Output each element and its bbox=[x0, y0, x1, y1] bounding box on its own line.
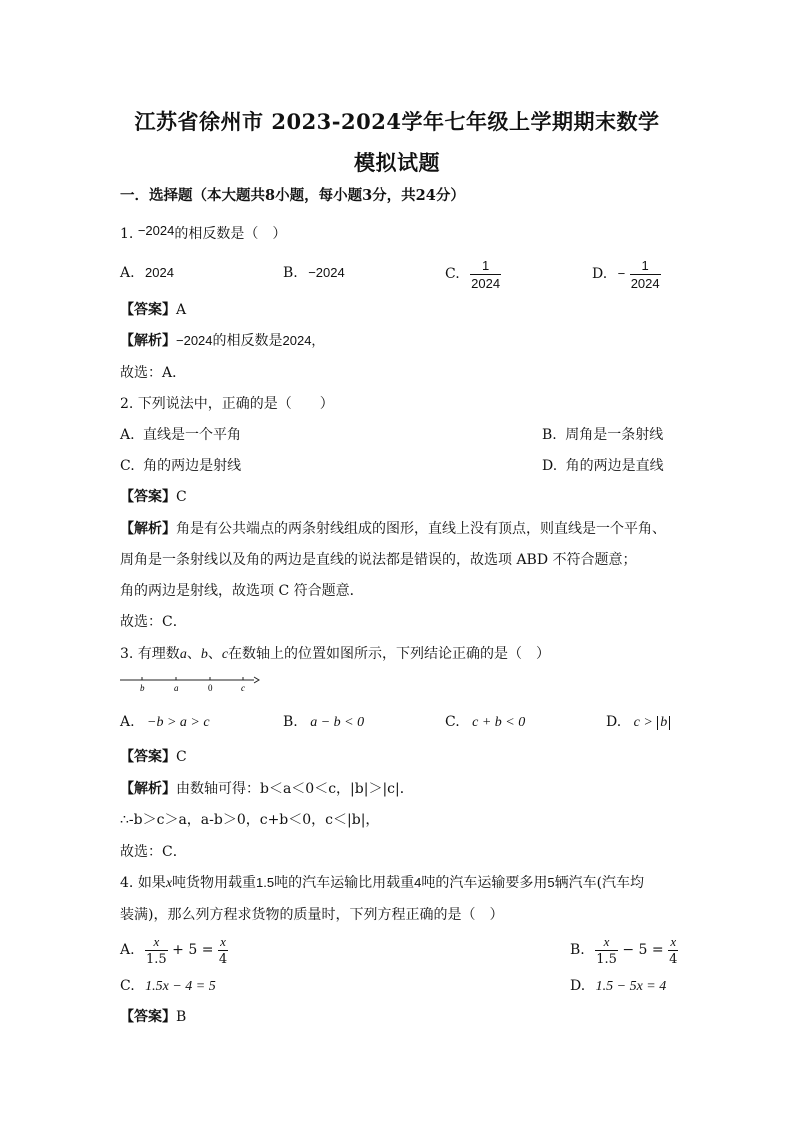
option-label: D. bbox=[606, 714, 622, 730]
q2-choose bbox=[120, 613, 187, 631]
absolute-value: b bbox=[657, 716, 670, 730]
q4-number: 1.5 bbox=[256, 875, 275, 890]
q4-option-d[interactable] bbox=[570, 977, 666, 996]
question-number: 3. bbox=[120, 646, 134, 662]
option-label: B. bbox=[283, 714, 298, 730]
fraction bbox=[595, 933, 618, 968]
option-label: A. bbox=[120, 714, 135, 730]
answer-value: C bbox=[176, 749, 187, 765]
q1-stem: 的相反数是（ ） bbox=[174, 226, 287, 242]
q2-option-a[interactable] bbox=[120, 426, 241, 444]
question-number: 2. bbox=[120, 396, 134, 412]
operator: − 5 = bbox=[622, 942, 664, 958]
option-label: B. bbox=[542, 427, 557, 443]
q1-choose bbox=[120, 364, 186, 382]
option-text: c > bbox=[633, 715, 653, 730]
q4-number: 5 bbox=[547, 875, 555, 890]
page-subtitle: 模拟试题 bbox=[354, 150, 440, 175]
q2-option-b[interactable] bbox=[542, 426, 663, 444]
choose-value: A． bbox=[162, 365, 187, 381]
q2-analysis-line-2: 周角是一条射线以及角的两边是直线的说法都是错误的，故选项 ABD 不符合题意； bbox=[120, 552, 637, 568]
option-text: 直线是一个平角 bbox=[143, 427, 242, 443]
denominator: 4 bbox=[218, 951, 228, 967]
question-1 bbox=[120, 225, 286, 243]
option-label: B. bbox=[570, 942, 585, 958]
q4-stem: 吨的汽车运输比用载重 bbox=[274, 875, 415, 891]
answer-label: 【答案】 bbox=[120, 302, 176, 318]
option-text: a − b < 0 bbox=[310, 715, 365, 730]
axis-label-c: c bbox=[241, 683, 245, 693]
numerator: x bbox=[603, 933, 610, 949]
option-text: 1.5x − 4 = 5 bbox=[145, 979, 216, 994]
denominator: 2024 bbox=[630, 275, 660, 291]
q2-option-d[interactable] bbox=[542, 457, 664, 475]
section-heading: 一．选择题（本大题共8小题，每小题3分，共24分） bbox=[120, 187, 465, 204]
axis-label-zero: 0 bbox=[208, 683, 213, 693]
analysis-text: 的相反数是 bbox=[212, 333, 283, 349]
var-c: c bbox=[221, 647, 229, 662]
analysis-value: 2024， bbox=[282, 333, 325, 348]
axis-arrow-icon bbox=[254, 677, 259, 683]
question-2 bbox=[120, 395, 334, 413]
q2-option-c[interactable] bbox=[120, 457, 241, 475]
q1-option-d[interactable] bbox=[592, 254, 661, 294]
axis-label-a: a bbox=[174, 683, 179, 693]
fraction bbox=[145, 933, 168, 968]
question-4-line-1 bbox=[120, 874, 644, 893]
option-text: −b > a > c bbox=[147, 715, 210, 730]
q4-answer bbox=[120, 1008, 186, 1026]
analysis-label: 【解析】 bbox=[120, 521, 176, 537]
q2-analysis-line-3: 角的两边是射线，故选项 C 符合题意． bbox=[120, 583, 364, 599]
fraction bbox=[668, 933, 678, 968]
q3-option-a[interactable] bbox=[120, 713, 210, 732]
q1-answer bbox=[120, 301, 186, 319]
q1-option-c[interactable] bbox=[445, 254, 501, 294]
q4-stem: 吨的汽车运输要多用 bbox=[421, 875, 548, 891]
q1-value: −2024 bbox=[137, 223, 175, 238]
answer-label: 【答案】 bbox=[120, 489, 176, 505]
option-text: 角的两边是射线 bbox=[143, 458, 242, 474]
q4-option-c[interactable] bbox=[120, 977, 216, 996]
question-number: 1. bbox=[120, 226, 134, 242]
denominator: 1.5 bbox=[146, 951, 167, 967]
q3-option-b[interactable] bbox=[283, 713, 364, 732]
numerator: x bbox=[153, 933, 160, 949]
q3-option-c[interactable] bbox=[445, 713, 525, 732]
option-label: A. bbox=[120, 942, 135, 958]
axis-label-b: b bbox=[140, 683, 145, 693]
var-a: a bbox=[179, 647, 187, 662]
q1-option-a[interactable] bbox=[120, 264, 174, 282]
q4-option-a[interactable] bbox=[120, 930, 228, 970]
question-4-line-2: 装满)，那么列方程求货物的质量时，下列方程正确的是（ ） bbox=[120, 907, 504, 923]
q3-analysis-line-2: ∴-b＞c＞a，a-b＞0，c+b＜0，c＜|b|， bbox=[120, 812, 380, 828]
option-label: A. bbox=[120, 265, 135, 281]
minus-sign: − bbox=[617, 266, 626, 281]
separator: 、 bbox=[186, 646, 201, 662]
option-label: C. bbox=[120, 978, 135, 994]
numerator: 1 bbox=[641, 257, 649, 273]
number-line-figure bbox=[118, 672, 263, 696]
option-text: 2024 bbox=[145, 265, 174, 280]
answer-value: B bbox=[176, 1009, 187, 1025]
q2-analysis-line-1 bbox=[120, 520, 666, 538]
option-text: 角的两边是直线 bbox=[565, 458, 664, 474]
numerator: x bbox=[220, 933, 226, 949]
denominator: 2024 bbox=[471, 275, 501, 291]
choose-value: C． bbox=[162, 844, 187, 860]
answer-label: 【答案】 bbox=[120, 749, 176, 765]
q3-analysis-line-1 bbox=[120, 780, 414, 798]
analysis-label: 【解析】 bbox=[120, 333, 176, 349]
numerator: x bbox=[670, 933, 677, 949]
fraction bbox=[470, 257, 501, 292]
option-text: 1.5 − 5x = 4 bbox=[595, 979, 667, 994]
page-title: 江苏省徐州市 2023-2024学年七年级上学期期末数学 bbox=[134, 109, 660, 134]
q4-stem: 辆汽车(汽车均 bbox=[554, 875, 645, 891]
fraction bbox=[630, 257, 661, 292]
choose-value: C． bbox=[162, 614, 187, 630]
numerator: 1 bbox=[481, 257, 490, 273]
option-label: C. bbox=[445, 266, 460, 282]
answer-label: 【答案】 bbox=[120, 1009, 176, 1025]
option-label: B. bbox=[283, 265, 298, 281]
choose-label: 故选： bbox=[120, 614, 162, 630]
option-text: −2024 bbox=[308, 265, 345, 280]
answer-value: C bbox=[176, 489, 187, 505]
q2-stem: 下列说法中，正确的是（ ） bbox=[137, 396, 334, 412]
q4-option-b[interactable] bbox=[570, 930, 678, 970]
q1-option-b[interactable] bbox=[283, 264, 345, 282]
question-number: 4. bbox=[120, 875, 134, 891]
q4-stem: 吨货物用载重 bbox=[172, 875, 257, 891]
q2-answer bbox=[120, 488, 187, 506]
option-text: 周角是一条射线 bbox=[565, 427, 664, 443]
var-b: b bbox=[200, 647, 208, 662]
analysis-text: 角是有公共端点的两条射线组成的图形，直线上没有顶点，则直线是一个平角、 bbox=[176, 521, 666, 537]
q3-stem-b: 在数轴上的位置如图所示，下列结论正确的是（ ） bbox=[228, 646, 551, 662]
option-label: C. bbox=[120, 458, 135, 474]
q1-analysis bbox=[120, 332, 324, 350]
separator: 、 bbox=[207, 646, 222, 662]
denominator: 4 bbox=[669, 951, 678, 967]
question-3 bbox=[120, 645, 550, 664]
q4-number: 4 bbox=[414, 875, 422, 890]
q3-choose bbox=[120, 843, 187, 861]
fraction bbox=[218, 933, 228, 968]
q3-answer bbox=[120, 748, 187, 766]
q3-stem-a: 有理数 bbox=[137, 646, 180, 662]
choose-label: 故选： bbox=[120, 844, 162, 860]
answer-value: A bbox=[176, 302, 187, 318]
choose-label: 故选： bbox=[120, 365, 162, 381]
q3-option-d[interactable] bbox=[606, 713, 670, 732]
analysis-value: −2024 bbox=[176, 333, 213, 348]
analysis-text: 由数轴可得：b＜a＜0＜c，|b|＞|c|． bbox=[176, 781, 414, 797]
option-label: D. bbox=[592, 266, 608, 282]
option-label: A. bbox=[120, 427, 135, 443]
denominator: 1.5 bbox=[596, 951, 617, 967]
operator: + 5 = bbox=[172, 942, 214, 958]
analysis-label: 【解析】 bbox=[120, 781, 176, 797]
option-label: D. bbox=[570, 978, 586, 994]
var-x: x bbox=[165, 876, 173, 891]
q4-stem: 如果 bbox=[137, 875, 166, 891]
option-label: D. bbox=[542, 458, 558, 474]
option-label: C. bbox=[445, 714, 460, 730]
option-text: c + b < 0 bbox=[472, 715, 526, 730]
